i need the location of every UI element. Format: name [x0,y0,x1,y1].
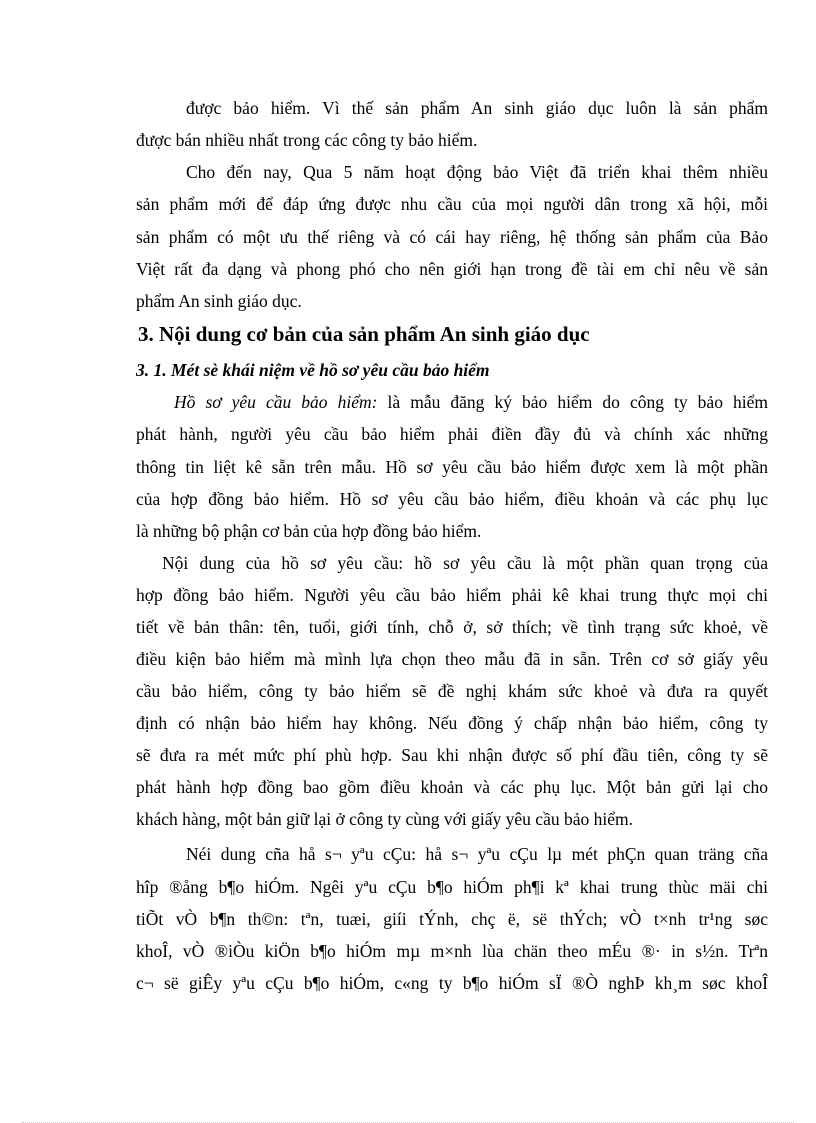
paragraph-3-line-1-text: là mẫu đăng ký bảo hiểm do công ty bảo hiểm [377,392,768,412]
paragraph-5-line-5: c¬ së giÊy yªu cÇu b¶o hiÓm, c«ng ty b¶o hiÓm sÏ ®Ò nghÞ kh¸m søc khoÎ [136,973,768,993]
paragraph-5-line-2: hîp ®ång b¶o hiÓm. Ngêi yªu cÇu b¶o hiÓm ph¶i kª khai trung thùc mäi chi [136,877,768,897]
paragraph-4-line-3: tiết về bản thân: tên, tuổi, giới tính, chỗ ở, sở thích; về tình trạng sức khoẻ, về [136,617,768,637]
paragraph-2-line-2: sản phẩm mới để đáp ứng được nhu cầu của mọi người dân trong xã hội, mỗi [136,194,768,214]
paragraph-3-line-4: của hợp đồng bảo hiểm. Hồ sơ yêu cầu bảo hiểm, điều khoản và các phụ lục [136,489,768,509]
subsection-heading: 3. 1. Mét sè khái niệm về hồ sơ yêu cầu bảo hiểm [136,360,490,380]
paragraph-5-line-1: Néi dung cña hå s¬ yªu cÇu: hå s¬ yªu cÇu lµ mét phÇn quan träng cña [186,844,768,864]
paragraph-3-line-3: thông tin liệt kê sẵn trên mẫu. Hồ sơ yêu cầu bảo hiểm được xem là một phần [136,457,768,477]
paragraph-3-line-5: là những bộ phận cơ bản của hợp đồng bảo hiểm. [136,521,482,541]
paragraph-4-line-6: định có nhận bảo hiểm hay không. Nếu đồng ý chấp nhận bảo hiểm, công ty [136,713,768,733]
paragraph-3-line-1 [174,390,768,414]
paragraph-3-line-2: phát hành, người yêu cầu bảo hiểm phải điền đầy đủ và chính xác những [136,424,768,444]
paragraph-4-line-4: điều kiện bảo hiểm mà mình lựa chọn theo mẫu đã in sẵn. Trên cơ sở giấy yêu [136,649,768,669]
paragraph-2-line-1: Cho đến nay, Qua 5 năm hoạt động bảo Việt đã triển khai thêm nhiều [186,162,768,182]
paragraph-4-line-5: cầu bảo hiểm, công ty bảo hiểm sẽ đề nghị khám sức khoẻ và đưa ra quyết [136,681,768,701]
defined-term: Hồ sơ yêu cầu bảo hiểm: [174,392,378,412]
paragraph-1-line-1: được bảo hiểm. Vì thế sản phẩm An sinh giáo dục luôn là sản phẩm [186,98,768,118]
paragraph-1-line-2: được bán nhiều nhất trong các công ty bảo hiểm. [136,130,478,150]
paragraph-2-line-3: sản phẩm có một ưu thế riêng và có cái hay riêng, hệ thống sản phẩm của Bảo [136,227,768,247]
paragraph-4-line-8: phát hành hợp đồng bao gồm điều khoản và các phụ lục. Một bản gửi lại cho [136,777,768,797]
section-heading: 3. Nội dung cơ bản của sản phẩm An sinh giáo dục [138,322,590,346]
paragraph-2-line-5: phẩm An sinh giáo dục. [136,291,302,311]
paragraph-4-line-1: Nội dung của hồ sơ yêu cầu: hồ sơ yêu cầu là một phần quan trọng của [162,553,768,573]
paragraph-4-line-7: sẽ đưa ra mét mức phí phù hợp. Sau khi nhận được số phí đầu tiên, công ty sẽ [136,745,768,765]
paragraph-5-line-4: khoÎ, vÒ ®iÒu kiÖn b¶o hiÓm mµ m×nh lùa chän theo mÉu ®· in s½n. Trªn [136,941,768,961]
paragraph-2-line-4: Việt rất đa dạng và phong phó cho nên giới hạn trong đề tài em chỉ nêu về sản [136,259,768,279]
paragraph-4-line-2: hợp đồng bảo hiểm. Người yêu cầu bảo hiểm phải kê khai trung thực mọi chi [136,585,768,605]
paragraph-4-line-9: khách hàng, một bản giữ lại ở công ty cùng với giấy yêu cầu bảo hiểm. [136,809,633,829]
paragraph-5-line-3: tiÕt vÒ b¶n th©n: tªn, tuæi, giíi tÝnh, chç ë, së thÝch; vÒ t×nh tr¹ng søc [136,909,768,929]
